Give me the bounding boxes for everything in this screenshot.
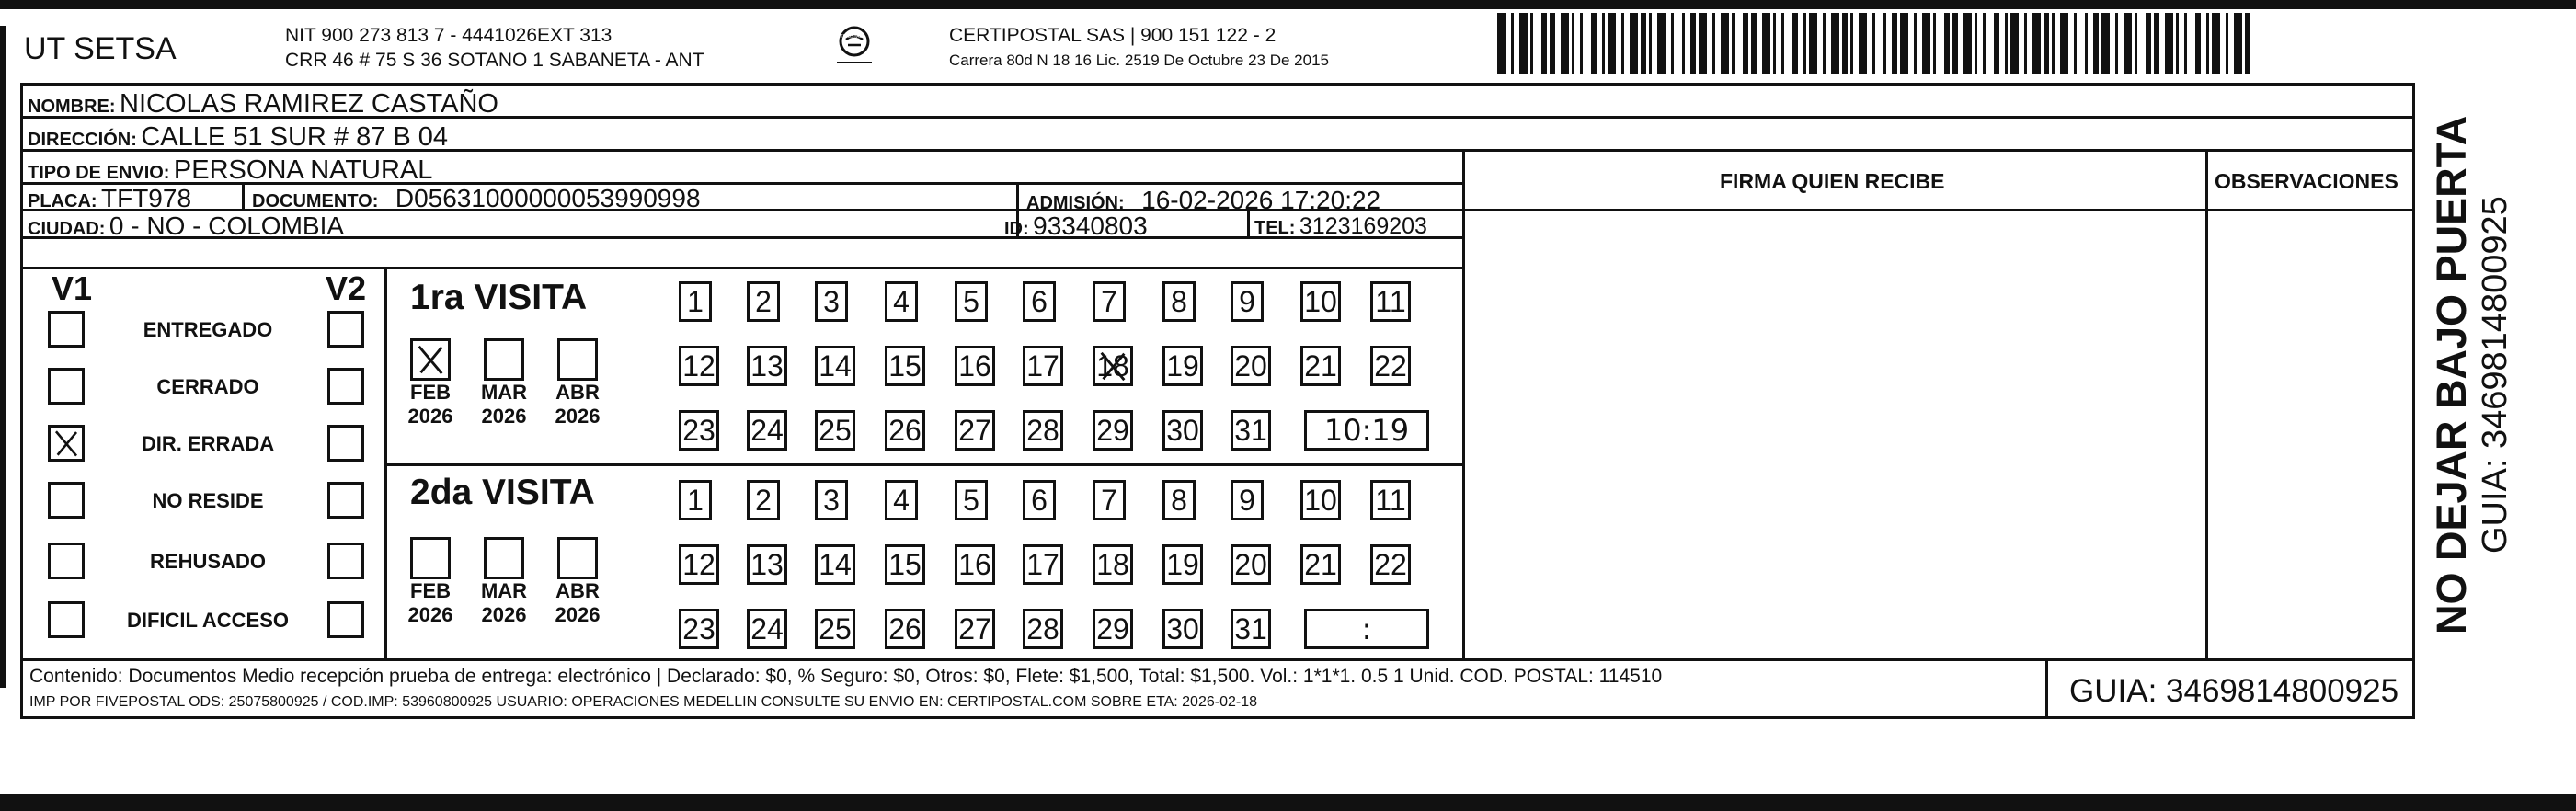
- barcode-bar: [1809, 13, 1817, 74]
- first-visit-day-number: 5: [963, 285, 979, 318]
- barcode-bar: [1657, 13, 1666, 74]
- first-visit-day-number: 21: [1304, 349, 1337, 383]
- second-visit-month-box-abr[interactable]: [557, 537, 598, 579]
- first-visit-day-number: 15: [888, 349, 922, 383]
- second-visit-day-box-5[interactable]: [955, 480, 988, 520]
- first-visit-day-number: 31: [1234, 414, 1267, 447]
- second-visit-year-label: 2026: [481, 603, 527, 626]
- second-visit-day-box-9[interactable]: [1231, 480, 1264, 520]
- barcode-bar: [2101, 13, 2110, 74]
- v2-checkbox-dir-errada[interactable]: [327, 425, 364, 462]
- nombre-value: NICOLAS RAMIREZ CASTAÑO: [120, 89, 498, 119]
- second-visit-day-number: 26: [888, 612, 922, 645]
- first-visit-day-box-1[interactable]: [679, 281, 712, 322]
- tel-value: 3123169203: [1299, 213, 1427, 239]
- second-visit-day-box-16[interactable]: [955, 544, 995, 585]
- second-visit-day-number: 3: [823, 484, 840, 517]
- barcode-gap: [2077, 13, 2085, 74]
- first-visit-day-number: 30: [1166, 414, 1199, 447]
- second-visit-month-label: MAR: [480, 579, 528, 602]
- nit-line-1: NIT 900 273 813 7 - 4441026EXT 313: [285, 25, 613, 46]
- barcode-bar: [1831, 13, 1839, 74]
- second-visit-title: 2da VISITA: [410, 473, 595, 512]
- first-visit-day-number: 19: [1166, 349, 1199, 383]
- first-visit-month-box-abr[interactable]: [557, 338, 598, 381]
- first-visit-day-number: 13: [750, 349, 784, 383]
- first-visit-day-box-2[interactable]: [747, 281, 780, 322]
- barcode-bar: [1762, 13, 1770, 74]
- second-visit-day-box-18[interactable]: [1093, 544, 1133, 585]
- second-visit-month-box-mar[interactable]: [484, 537, 524, 579]
- v2-checkbox-entregado[interactable]: [327, 311, 364, 348]
- barcode-bar: [2032, 13, 2041, 74]
- second-visit-day-box-29[interactable]: [1093, 609, 1133, 649]
- second-visit-day-number: 25: [819, 612, 852, 645]
- barcode: [1497, 13, 2253, 74]
- second-visit-day-box-21[interactable]: [1300, 544, 1341, 585]
- first-visit-day-number: 18: [1096, 349, 1129, 383]
- row-divider: [20, 267, 1464, 269]
- first-visit-day-number: 1: [687, 285, 704, 318]
- first-visit-year-label: 2026: [555, 405, 601, 428]
- first-visit-month-box-feb[interactable]: [410, 338, 451, 381]
- barcode-bar: [2060, 13, 2068, 74]
- barcode-gap: [2137, 13, 2146, 74]
- first-visit-day-number: 17: [1026, 349, 1059, 383]
- ciudad-row: CIUDAD: 0 - NO - COLOMBIA: [28, 211, 345, 240]
- status-label-dificil-acceso: DIFICIL ACCESO: [126, 609, 290, 632]
- first-visit-day-number: 3: [823, 285, 840, 318]
- first-visit-day-number: 24: [750, 414, 784, 447]
- firma-left-border: [1462, 149, 1465, 660]
- second-visit-month-label: FEB: [410, 579, 451, 602]
- documento-row: DOCUMENTO: D05631000000053990998: [252, 184, 701, 212]
- first-visit-day-box-10[interactable]: [1300, 281, 1341, 322]
- second-visit-day-box-11[interactable]: [1370, 480, 1411, 520]
- first-visit-time-box[interactable]: [1304, 410, 1429, 451]
- second-visit-day-box-13[interactable]: [747, 544, 787, 585]
- second-visit-day-box-26[interactable]: [885, 609, 925, 649]
- first-visit-day-number: 6: [1031, 285, 1048, 318]
- second-visit-day-number: 12: [682, 548, 716, 581]
- second-visit-day-number: 18: [1096, 548, 1129, 581]
- barcode-bar: [2165, 13, 2173, 74]
- second-visit-day-number: 19: [1166, 548, 1199, 581]
- second-visit-day-number: 20: [1234, 548, 1267, 581]
- first-visit-year-label: 2026: [481, 405, 527, 428]
- first-visit-day-number: 27: [958, 414, 991, 447]
- first-visit-day-number: 4: [893, 285, 910, 318]
- second-visit-day-box-12[interactable]: [679, 544, 719, 585]
- first-visit-day-number: 28: [1026, 414, 1059, 447]
- visit-divider: [384, 463, 1464, 466]
- first-visit-day-number: 29: [1096, 414, 1129, 447]
- second-visit-time-box[interactable]: [1304, 609, 1429, 649]
- second-visit-day-number: 14: [819, 548, 852, 581]
- first-visit-day-box-19[interactable]: [1162, 346, 1203, 386]
- barcode-bar: [1561, 13, 1569, 74]
- first-visit-day-number: 23: [682, 414, 716, 447]
- barcode-gap: [1875, 13, 1883, 74]
- second-visit-day-box-31[interactable]: [1231, 609, 1271, 649]
- first-visit-day-box-24[interactable]: [747, 410, 787, 451]
- v1-checkbox-entregado[interactable]: [48, 311, 85, 348]
- first-visit-day-box-15[interactable]: [885, 346, 925, 386]
- second-visit-day-box-6[interactable]: [1023, 480, 1056, 520]
- first-visit-day-box-18[interactable]: [1093, 346, 1133, 386]
- second-visit-day-number: 29: [1096, 612, 1129, 645]
- second-visit-month-label: ABR: [555, 579, 600, 602]
- status-label-rehusado: REHUSADO: [150, 550, 266, 573]
- v1-checkbox-rehusado[interactable]: [48, 543, 85, 579]
- barcode-bar: [1630, 13, 1638, 74]
- first-visit-month-box-mar[interactable]: [484, 338, 524, 381]
- nit-line-2: CRR 46 # 75 S 36 SOTANO 1 SABANETA - ANT: [285, 50, 704, 71]
- first-visit-month-label: ABR: [555, 381, 600, 404]
- first-visit-day-box-31[interactable]: [1231, 410, 1271, 451]
- second-visit-day-number: 15: [888, 548, 922, 581]
- first-visit-day-number: 9: [1239, 285, 1255, 318]
- second-visit-day-number: 24: [750, 612, 784, 645]
- first-visit-day-number: 16: [958, 349, 991, 383]
- side-guia: GUIA: 3469814800925: [2476, 196, 2514, 554]
- second-visit-day-number: 22: [1374, 548, 1407, 581]
- admision-row: ADMISIÓN: 16-02-2026 17:20:22: [1026, 186, 1381, 214]
- contenido-line: Contenido: Documentos Medio recepción prueba de entrega: electrónico | Declarado: $0, % Seguro: $0, Otros: $0, Flete: $1,500, Total: $1,500. Vol.: 1*1*1. 0.5 1 Unid. COD. POSTAL: 114510: [29, 666, 1663, 687]
- barcode-gap: [1936, 13, 1944, 74]
- first-visit-year-label: 2026: [407, 405, 453, 428]
- first-visit-day-box-27[interactable]: [955, 410, 995, 451]
- first-visit-day-box-17[interactable]: [1023, 346, 1063, 386]
- observaciones-left-border: [2205, 149, 2208, 660]
- first-visit-day-box-28[interactable]: [1023, 410, 1063, 451]
- barcode-bar: [1608, 13, 1616, 74]
- company-name: UT SETSA: [24, 31, 177, 66]
- first-visit-day-number: 8: [1171, 285, 1187, 318]
- first-visit-day-number: 25: [819, 414, 852, 447]
- v2-checkbox-dificil-acceso[interactable]: [327, 601, 364, 638]
- second-visit-day-number: 13: [750, 548, 784, 581]
- second-visit-day-box-1[interactable]: [679, 480, 712, 520]
- first-visit-day-box-11[interactable]: [1370, 281, 1411, 322]
- first-visit-day-box-7[interactable]: [1093, 281, 1126, 322]
- second-visit-day-number: 10: [1304, 484, 1337, 517]
- first-visit-day-box-3[interactable]: [815, 281, 848, 322]
- first-visit-day-number: 12: [682, 349, 716, 383]
- v1-checkbox-cerrado[interactable]: [48, 368, 85, 405]
- barcode-bar: [1519, 13, 1528, 74]
- imp-line: IMP POR FIVEPOSTAL ODS: 25075800925 / COD.IMP: 53960800925 USUARIO: OPERACIONES MEDELLIN CONSULTE SU ENVIO EN: CERTIPOSTAL.COM SOBRE ETA: 2026-02-18: [29, 694, 1257, 710]
- v1-checkbox-no-reside[interactable]: [48, 482, 85, 519]
- first-visit-day-number: 10: [1304, 285, 1337, 318]
- barcode-gap: [2187, 13, 2195, 74]
- second-visit-day-number: 11: [1375, 484, 1406, 517]
- v2-checkbox-rehusado[interactable]: [327, 543, 364, 579]
- second-visit-day-box-14[interactable]: [815, 544, 855, 585]
- first-visit-day-box-16[interactable]: [955, 346, 995, 386]
- second-visit-day-number: 2: [755, 484, 772, 517]
- second-visit-day-box-30[interactable]: [1162, 609, 1203, 649]
- second-visit-day-number: 17: [1026, 548, 1059, 581]
- first-visit-month-label: FEB: [410, 381, 451, 404]
- first-visit-day-box-22[interactable]: [1370, 346, 1411, 386]
- placa-value: TFT978: [101, 184, 192, 212]
- second-visit-day-box-8[interactable]: [1162, 480, 1196, 520]
- footer-guia-divider: [2045, 658, 2048, 719]
- second-visit-day-number: 23: [682, 612, 716, 645]
- first-visit-day-box-23[interactable]: [679, 410, 719, 451]
- second-visit-day-box-17[interactable]: [1023, 544, 1063, 585]
- barcode-bar: [1900, 13, 1908, 74]
- first-visit-day-number: 14: [819, 349, 852, 383]
- second-visit-day-box-20[interactable]: [1231, 544, 1271, 585]
- second-visit-time-value: :: [1361, 611, 1372, 646]
- placa-row: PLACA: TFT978: [28, 184, 192, 212]
- firma-header: FIRMA QUIEN RECIBE: [1720, 169, 1945, 193]
- status-label-entregado: ENTREGADO: [143, 318, 273, 341]
- v1-checkbox-dir-errada[interactable]: [48, 425, 85, 462]
- barcode-bar: [1497, 13, 1506, 74]
- second-visit-day-box-19[interactable]: [1162, 544, 1203, 585]
- barcode-bar: [2010, 13, 2019, 74]
- second-visit-day-number: 16: [958, 548, 991, 581]
- second-visit-day-box-4[interactable]: [885, 480, 918, 520]
- second-visit-day-box-2[interactable]: [747, 480, 780, 520]
- tipo-value: PERSONA NATURAL: [173, 155, 433, 185]
- footer-divider: [20, 658, 2415, 661]
- first-visit-day-box-12[interactable]: [679, 346, 719, 386]
- barcode-gap: [1986, 13, 1994, 74]
- nombre-row: NOMBRE: NICOLAS RAMIREZ CASTAÑO: [28, 89, 498, 119]
- second-visit-day-number: 28: [1026, 612, 1059, 645]
- second-visit-day-box-22[interactable]: [1370, 544, 1411, 585]
- second-visit-day-box-15[interactable]: [885, 544, 925, 585]
- second-visit-day-number: 7: [1101, 484, 1117, 517]
- first-visit-day-box-20[interactable]: [1231, 346, 1271, 386]
- second-visit-day-box-28[interactable]: [1023, 609, 1063, 649]
- barcode-gap: [2250, 13, 2253, 74]
- logo-text: CERTIPOSTAL: [830, 34, 863, 40]
- footer-guia: GUIA: 3469814800925: [2069, 673, 2399, 709]
- observaciones-header: OBSERVACIONES: [2215, 169, 2399, 193]
- first-visit-day-box-30[interactable]: [1162, 410, 1203, 451]
- first-visit-day-box-6[interactable]: [1023, 281, 1056, 322]
- second-visit-day-number: 31: [1234, 612, 1267, 645]
- second-visit-day-number: 27: [958, 612, 991, 645]
- barcode-bar: [2212, 13, 2220, 74]
- first-visit-day-box-13[interactable]: [747, 346, 787, 386]
- v2-label: V2: [326, 269, 367, 307]
- second-visit-day-box-24[interactable]: [747, 609, 787, 649]
- second-visit-day-box-25[interactable]: [815, 609, 855, 649]
- first-visit-title: 1ra VISITA: [410, 278, 588, 317]
- id-row: ID: 93340803: [1004, 211, 1148, 240]
- second-visit-day-number: 21: [1304, 548, 1337, 581]
- barcode-bar: [1699, 13, 1707, 74]
- barcode-bar: [1963, 13, 1972, 74]
- v2-checkbox-no-reside[interactable]: [327, 482, 364, 519]
- barcode-bar: [1721, 13, 1729, 74]
- id-value: 93340803: [1033, 211, 1148, 240]
- first-visit-day-box-29[interactable]: [1093, 410, 1133, 451]
- second-visit-day-number: 1: [687, 484, 704, 517]
- left-edge: [0, 26, 6, 688]
- v2-checkbox-cerrado[interactable]: [327, 368, 364, 405]
- barcode-bar: [2124, 13, 2132, 74]
- first-visit-day-number: 11: [1375, 285, 1406, 318]
- certipostal-line-2: Carrera 80d N 18 16 Lic. 2519 De Octubre 23 De 2015: [949, 51, 1329, 69]
- second-visit-day-box-23[interactable]: [679, 609, 719, 649]
- barcode-gap: [1674, 13, 1682, 74]
- barcode-gap: [1533, 13, 1541, 74]
- v1-label: V1: [52, 269, 93, 307]
- first-visit-day-box-4[interactable]: [885, 281, 918, 322]
- first-visit-day-number: 20: [1234, 349, 1267, 383]
- second-visit-year-label: 2026: [555, 603, 601, 626]
- second-visit-day-box-7[interactable]: [1093, 480, 1126, 520]
- status-label-no-reside: NO RESIDE: [152, 489, 264, 512]
- first-visit-day-box-5[interactable]: [955, 281, 988, 322]
- admision-value: 16-02-2026 17:20:22: [1141, 186, 1381, 214]
- barcode-gap: [1784, 13, 1792, 74]
- bottom-border: [0, 794, 2576, 811]
- top-border: [0, 0, 2576, 9]
- tipo-row: TIPO DE ENVIO: PERSONA NATURAL: [28, 155, 433, 185]
- second-visit-day-box-10[interactable]: [1300, 480, 1341, 520]
- barcode-gap: [1735, 13, 1743, 74]
- second-visit-day-box-27[interactable]: [955, 609, 995, 649]
- second-visit-day-number: 6: [1031, 484, 1048, 517]
- direccion-row: DIRECCIÓN: CALLE 51 SUR # 87 B 04: [28, 122, 449, 152]
- first-visit-day-number: 7: [1101, 285, 1117, 318]
- tel-row: TEL: 3123169203: [1254, 213, 1427, 239]
- certipostal-logo: [833, 24, 876, 66]
- v1-checkbox-dificil-acceso[interactable]: [48, 601, 85, 638]
- second-visit-month-box-feb[interactable]: [410, 537, 451, 579]
- first-visit-day-box-25[interactable]: [815, 410, 855, 451]
- barcode-bar: [1922, 13, 1930, 74]
- first-visit-day-box-21[interactable]: [1300, 346, 1341, 386]
- status-label-cerrado: CERRADO: [156, 375, 259, 398]
- status-label-dir-errada: DIR. ERRADA: [141, 432, 275, 455]
- second-visit-year-label: 2026: [407, 603, 453, 626]
- second-visit-day-number: 4: [893, 484, 910, 517]
- second-visit-day-box-3[interactable]: [815, 480, 848, 520]
- second-visit-day-number: 5: [963, 484, 979, 517]
- second-visit-day-number: 9: [1239, 484, 1255, 517]
- barcode-bar: [2234, 13, 2242, 74]
- barcode-bar: [1859, 13, 1867, 74]
- barcode-gap: [1583, 13, 1591, 74]
- certipostal-line-1: CERTIPOSTAL SAS | 900 151 122 - 2: [949, 25, 1277, 46]
- first-visit-day-box-9[interactable]: [1231, 281, 1264, 322]
- ciudad-value: 0 - NO - COLOMBIA: [109, 211, 345, 240]
- no-dejar-bajo-puerta: NO DEJAR BAJO PUERTA: [2428, 115, 2475, 634]
- first-visit-day-box-8[interactable]: [1162, 281, 1196, 322]
- direccion-value: CALLE 51 SUR # 87 B 04: [141, 122, 449, 152]
- first-visit-day-number: 26: [888, 414, 922, 447]
- first-visit-time-value: 10:19: [1323, 413, 1410, 448]
- second-visit-day-number: 8: [1171, 484, 1187, 517]
- first-visit-day-box-14[interactable]: [815, 346, 855, 386]
- documento-value: D05631000000053990998: [395, 184, 701, 212]
- first-visit-day-number: 22: [1374, 349, 1407, 383]
- cell-divider: [242, 182, 245, 211]
- second-visit-day-number: 30: [1166, 612, 1199, 645]
- first-visit-month-label: MAR: [480, 381, 528, 404]
- first-visit-day-number: 2: [755, 285, 772, 318]
- first-visit-day-box-26[interactable]: [885, 410, 925, 451]
